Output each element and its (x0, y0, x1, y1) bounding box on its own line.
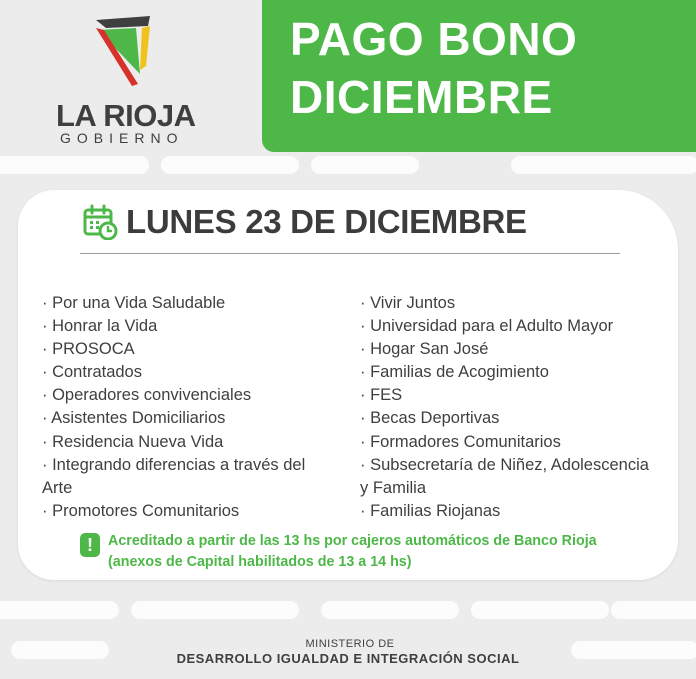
logo-subtitle: GOBIERNO (60, 130, 184, 146)
title-banner (262, 0, 696, 152)
list-item: · Familias Riojanas (360, 500, 649, 523)
list-item: · Asistentes Domiciliarios (42, 407, 305, 430)
notice-text: Acreditado a partir de las 13 hs por cajeros automáticos de Banco Rioja (anexos de Capital habilitados de 13 a 14 hs) (108, 533, 597, 570)
list-item: · Familias de Acogimiento (360, 361, 649, 384)
schedule-card (18, 190, 678, 580)
list-item: · Integrando diferencias a través del Arte (42, 454, 305, 500)
divider (80, 253, 620, 254)
page-title: PAGO BONO DICIEMBRE (290, 13, 578, 123)
list-item: · FES (360, 384, 649, 407)
date-heading (82, 202, 527, 242)
exclamation-icon: ! (80, 533, 100, 557)
footer (0, 638, 696, 667)
list-item: · Honrar la Vida (42, 315, 305, 338)
logo-name: LA RIOJA (56, 98, 196, 133)
list-item: · Becas Deportivas (360, 407, 649, 430)
payment-notice (80, 531, 597, 573)
list-item: · Por una Vida Saludable (42, 292, 305, 315)
program-list-right (360, 292, 649, 523)
calendar-clock-icon (82, 204, 118, 240)
list-item: · Hogar San José (360, 338, 649, 361)
list-item: · Promotores Comunitarios (42, 500, 305, 523)
list-item: · Contratados (42, 361, 305, 384)
ministry-name: DESARROLLO IGUALDAD E INTEGRACIÓN SOCIAL (176, 651, 520, 666)
program-list-left (42, 292, 305, 523)
logo-mark-icon (92, 14, 154, 92)
list-item: · Subsecretaría de Niñez, Adolescencia y Familia (360, 454, 649, 500)
list-item: · Universidad para el Adulto Mayor (360, 315, 649, 338)
ministry-label: MINISTERIO DE (305, 638, 395, 650)
list-item: · Formadores Comunitarios (360, 431, 649, 454)
list-item: · PROSOCA (42, 338, 305, 361)
list-item: · Residencia Nueva Vida (42, 431, 305, 454)
schedule-date: LUNES 23 DE DICIEMBRE (126, 203, 527, 240)
list-item: · Operadores convivenciales (42, 384, 305, 407)
la-rioja-logo (52, 12, 212, 146)
list-item: · Vivir Juntos (360, 292, 649, 315)
